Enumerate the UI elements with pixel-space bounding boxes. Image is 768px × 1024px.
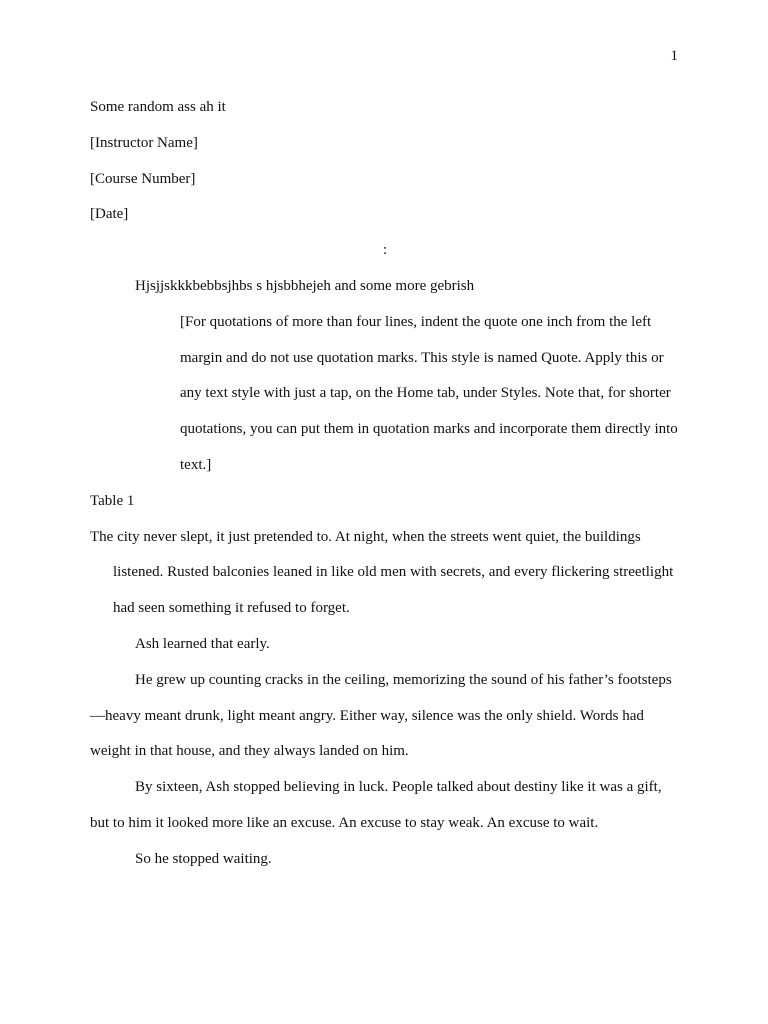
hanging-paragraph: The city never slept, it just pretended to. At night, when the streets went quiet, the buildings listened. Rusted balconies leaned in like old men with secrets, and every flickering streetlight had seen something it refused to forget. [90, 528, 674, 617]
block-quote: [For quotations of more than four lines, indent the quote one inch from the left margin and do not use quotation marks. This style is named Quote. Apply this or any text style with just a tap, on the Home tab, under Styles. Note that, for shorter quotations, you can put them in quotation marks and incorporate them directly into text.] [180, 313, 678, 473]
author-name: Some random ass ah it [90, 99, 226, 115]
body-paragraph: Ash learned that early. [135, 635, 270, 652]
date: [Date] [90, 206, 129, 223]
document-body[interactable] [90, 90, 680, 878]
course-number: [Course Number] [90, 170, 196, 187]
table-label: Table 1 [90, 492, 135, 509]
body-paragraph: So he stopped waiting. [135, 850, 272, 867]
body-paragraph: By sixteen, Ash stopped believing in luck. People talked about destiny like it was a gift, but to him it looked more like an excuse. An excuse to stay weak. An excuse to wait. [90, 779, 662, 831]
body-paragraph: He grew up counting cracks in the ceiling, memorizing the sound of his father’s footsteps—heavy meant drunk, light meant angry. Either way, silence was the only shield. Words had weight in that house, and they always landed on him. [90, 671, 672, 760]
intro-paragraph: Hjsjjskkkbebbsjhbs s hjsbbhejeh and some more gebrish [135, 277, 475, 294]
instructor-name: [Instructor Name] [90, 134, 198, 151]
page-number: 1 [670, 48, 678, 64]
paper-title: : [382, 242, 388, 259]
